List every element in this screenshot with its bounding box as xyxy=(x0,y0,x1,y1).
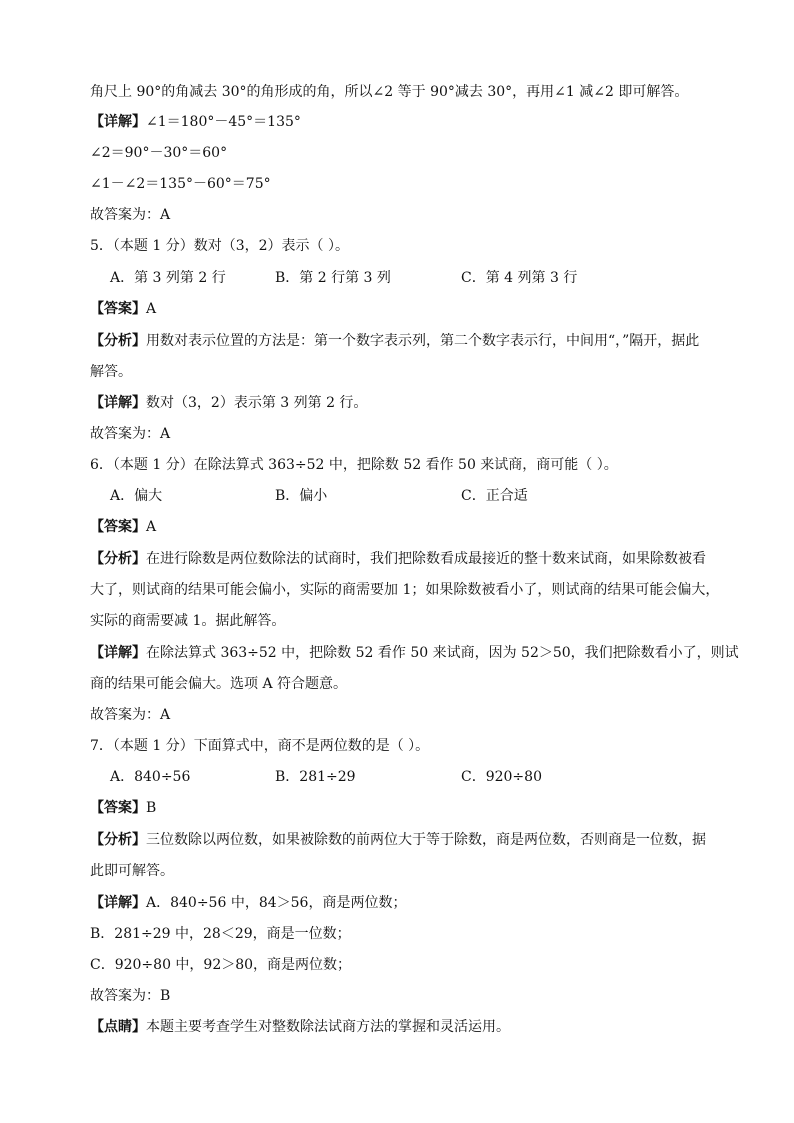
answer-line: 【答案】A xyxy=(90,519,157,535)
option-a: A．第 3 列第 2 行 xyxy=(110,270,226,286)
analysis-tag: 【分析】 xyxy=(90,551,146,567)
analysis-line: 解答。 xyxy=(90,364,132,380)
detail-line: 商的结果可能会偏大。选项 A 符合题意。 xyxy=(90,676,348,692)
detail-line: B．281÷29 中，28＜29，商是一位数； xyxy=(90,926,351,942)
answer-tag: 【答案】 xyxy=(90,800,146,816)
question-stem: 6．（本题 1 分）在除法算式 363÷52 中，把除数 52 看作 50 来试商，商可能（ ）。 xyxy=(90,457,618,473)
option-b: B．第 2 行第 3 列 xyxy=(275,270,391,286)
analysis-line: 此即可解答。 xyxy=(90,863,174,879)
final-answer: 故答案为：A xyxy=(90,707,171,723)
question-stem: 5．（本题 1 分）数对（3，2）表示（ ）。 xyxy=(90,238,349,254)
analysis-line: 【分析】用数对表示位置的方法是：第一个数字表示列，第二个数字表示行，中间用“，”隔开，据此 xyxy=(90,333,700,349)
option-b: B．281÷29 xyxy=(275,769,356,785)
detail-tag: 【详解】 xyxy=(90,114,146,130)
comment-tag: 【点睛】 xyxy=(90,1019,146,1035)
comment-line: 【点睛】本题主要考查学生对整数除法试商方法的掌握和灵活运用。 xyxy=(90,1019,510,1035)
answer-line: 【答案】A xyxy=(90,301,157,317)
option-a: A．840÷56 xyxy=(110,769,191,785)
detail-tag: 【详解】 xyxy=(90,895,146,911)
detail-tag: 【详解】 xyxy=(90,645,146,661)
analysis-tag: 【分析】 xyxy=(90,333,146,349)
detail-line: 【详解】数对（3，2）表示第 3 列第 2 行。 xyxy=(90,395,368,411)
analysis-line: 实际的商需要减 1。据此解答。 xyxy=(90,613,286,629)
question-stem: 7．（本题 1 分）下面算式中，商不是两位数的是（ ）。 xyxy=(90,738,430,754)
answer-tag: 【答案】 xyxy=(90,301,146,317)
text-line: ∠2＝90°－30°＝60° xyxy=(90,145,228,161)
option-b: B．偏小 xyxy=(275,488,328,504)
analysis-tag: 【分析】 xyxy=(90,832,146,848)
option-c: C．第 4 列第 3 行 xyxy=(461,270,578,286)
final-answer: 故答案为：A xyxy=(90,426,171,442)
option-c: C．正合适 xyxy=(461,488,528,504)
text-line: 【详解】∠1＝180°－45°＝135° xyxy=(90,114,301,130)
answer-line: 【答案】B xyxy=(90,800,157,816)
option-c: C．920÷80 xyxy=(461,769,542,785)
analysis-line: 【分析】三位数除以两位数，如果被除数的前两位大于等于除数，商是两位数，否则商是一位数，据 xyxy=(90,832,706,848)
analysis-line: 大了，则试商的结果可能会偏小，实际的商需要加 1；如果除数被看小了，则试商的结果可能会偏大， xyxy=(90,582,720,598)
detail-tag: 【详解】 xyxy=(90,395,146,411)
answer-tag: 【答案】 xyxy=(90,519,146,535)
text-line: ∠1－∠2＝135°－60°＝75° xyxy=(90,176,271,192)
text-line: 角尺上 90°的角减去 30°的角形成的角，所以∠2 等于 90°减去 30°，再用∠1 减∠2 即可解答。 xyxy=(90,84,689,100)
detail-line: 【详解】在除法算式 363÷52 中，把除数 52 看作 50 来试商，因为 52＞50，我们把除数看小了，则试 xyxy=(90,645,739,661)
option-a: A．偏大 xyxy=(110,488,163,504)
final-answer: 故答案为：B xyxy=(90,988,171,1004)
detail-line: 【详解】A．840÷56 中，84＞56，商是两位数； xyxy=(90,895,407,911)
final-answer: 故答案为：A xyxy=(90,207,171,223)
detail-line: C．920÷80 中，92＞80，商是两位数； xyxy=(90,957,352,973)
analysis-line: 【分析】在进行除数是两位数除法的试商时，我们把除数看成最接近的整十数来试商，如果除数被看 xyxy=(90,551,706,567)
